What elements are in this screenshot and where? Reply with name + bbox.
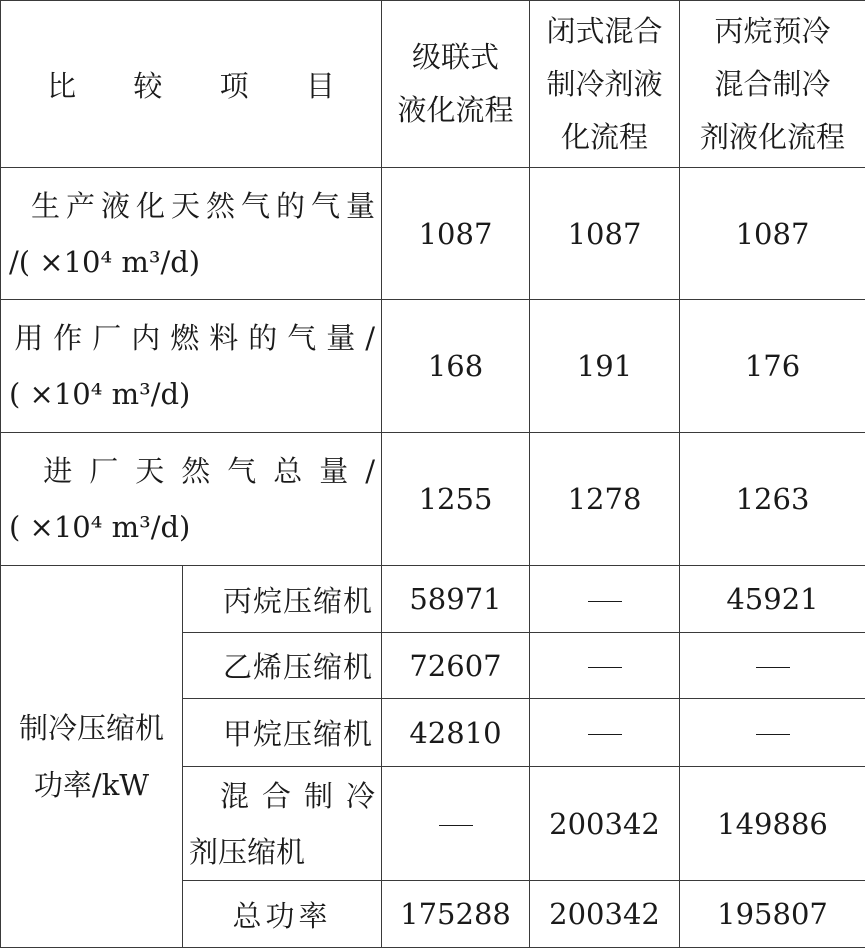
cell-value: 72607	[382, 633, 530, 699]
header-propane-precool-line3: 剂液化流程	[700, 120, 845, 154]
header-cascade-line2: 液化流程	[397, 93, 513, 127]
header-cascade	[382, 1, 530, 168]
cell-value: 1255	[382, 433, 530, 566]
dash-mark	[439, 825, 473, 826]
header-propane-precool-line1: 丙烷预冷	[714, 14, 830, 48]
dash-mark	[756, 734, 790, 735]
table-row-lng-output	[1, 168, 865, 300]
sub-label-line1: 混合制冷	[189, 768, 388, 824]
sub-label: 乙烯压缩机	[183, 633, 382, 699]
header-closed-mixed-line3: 化流程	[561, 120, 648, 154]
cell-value	[680, 699, 865, 767]
sub-label-mixed-refrigerant	[183, 767, 382, 881]
row-label-line2: ( ×10⁴ m³/d)	[9, 499, 375, 555]
cell-value: 176	[680, 300, 865, 433]
sub-label: 甲烷压缩机	[183, 699, 382, 767]
dash-mark	[588, 601, 622, 602]
cell-value: 1087	[382, 168, 530, 300]
cell-value: 45921	[680, 566, 865, 633]
cell-value	[680, 633, 865, 699]
header-row	[1, 1, 865, 168]
row-label-line1: 生产液化天然气的气量	[9, 178, 381, 234]
cell-value: 149886	[680, 767, 865, 881]
cell-value: 58971	[382, 566, 530, 633]
row-label-total-inlet	[1, 433, 382, 566]
cell-value	[530, 566, 680, 633]
header-closed-mixed-line1: 闭式混合	[546, 14, 662, 48]
cell-value: 1087	[680, 168, 865, 300]
header-closed-mixed-line2: 制冷剂液	[546, 67, 662, 101]
table-row-total-inlet	[1, 433, 865, 566]
row-label-line1: 进厂天然气总量/	[9, 443, 392, 499]
row-label-plant-fuel	[1, 300, 382, 433]
compressor-power-group-label	[1, 566, 183, 948]
sub-label: 总功率	[183, 881, 382, 948]
cell-value: 175288	[382, 881, 530, 948]
cell-value: 42810	[382, 699, 530, 767]
row-label-line2: /( ×10⁴ m³/d)	[9, 234, 375, 290]
dash-mark	[588, 667, 622, 668]
cell-value	[530, 633, 680, 699]
cell-value: 195807	[680, 881, 865, 948]
cell-value	[530, 699, 680, 767]
header-propane-precool	[680, 1, 865, 168]
group-label-line2: 功率/kW	[34, 768, 149, 802]
cell-value: 200342	[530, 881, 680, 948]
cell-value	[382, 767, 530, 881]
cell-value: 200342	[530, 767, 680, 881]
dash-mark	[588, 734, 622, 735]
header-propane-precool-line2: 混合制冷	[714, 67, 830, 101]
cell-value: 191	[530, 300, 680, 433]
row-label-lng-output	[1, 168, 382, 300]
cell-value: 1263	[680, 433, 865, 566]
sub-label-line2: 剂压缩机	[189, 824, 375, 880]
cell-value: 1278	[530, 433, 680, 566]
table-row-plant-fuel	[1, 300, 865, 433]
row-label-line1: 用作厂内燃料的气量/	[9, 310, 385, 366]
table-row-propane-compressor	[1, 566, 865, 633]
group-label-line1: 制冷压缩机	[19, 711, 164, 745]
row-label-line2: ( ×10⁴ m³/d)	[9, 366, 375, 422]
dash-mark	[756, 667, 790, 668]
header-cascade-line1: 级联式	[412, 40, 499, 74]
sub-label: 丙烷压缩机	[183, 566, 382, 633]
cell-value: 1087	[530, 168, 680, 300]
header-closed-mixed	[530, 1, 680, 168]
cell-value: 168	[382, 300, 530, 433]
header-compare-item: 比 较 项 目	[1, 1, 382, 168]
